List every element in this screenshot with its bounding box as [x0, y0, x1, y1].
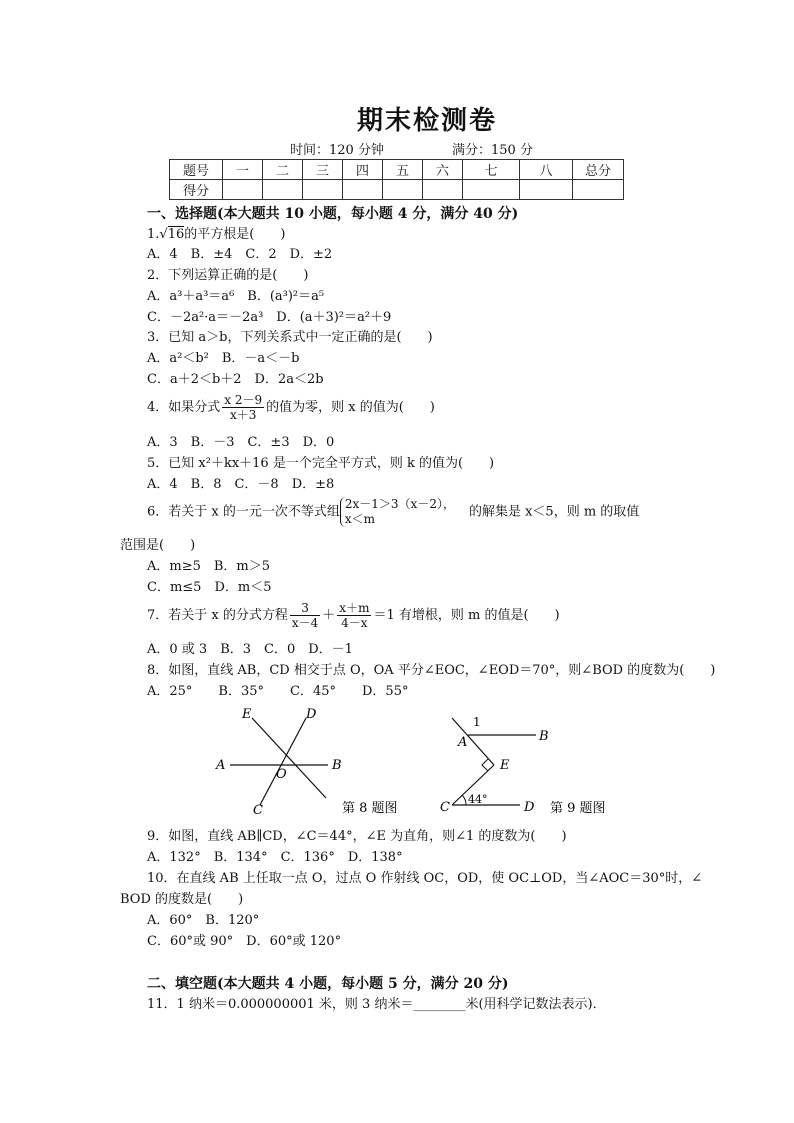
score-cell: 题号 — [170, 160, 223, 180]
figures — [200, 700, 620, 825]
right-angle-mark — [482, 759, 488, 771]
label-c: C — [253, 803, 263, 818]
score-cell: 八 — [520, 160, 573, 180]
section2-heading: 二、填空题(本大题共 4 小题，每小题 5 分，满分 20 分) — [147, 976, 509, 992]
q7-fraction-2 — [337, 601, 371, 630]
label-d-9: D — [524, 800, 535, 815]
q4-text: 4．如果分式 — [147, 400, 221, 415]
question-4 — [147, 393, 435, 422]
score-cell: 三 — [303, 160, 343, 180]
label-d: D — [306, 707, 317, 722]
q2-options-1: A．a³＋a³＝a⁶ B．(a³)²＝a⁵ — [147, 289, 325, 304]
exam-full-score: 满分：150 分 — [452, 143, 533, 158]
q6-line1: 2x－1＞3（x－2）， — [344, 497, 455, 511]
q7-text: 7．若关于 x 的分式方程 — [147, 608, 288, 623]
q2-stem: 2．下列运算正确的是( ) — [147, 268, 309, 283]
line-eo — [252, 718, 326, 798]
q4-numerator: x 2－9 — [224, 393, 263, 407]
q7-text-2: ＝1 有增根，则 m 的值是( ) — [373, 608, 560, 623]
question-1 — [147, 226, 285, 244]
q8-stem: 8．如图，直线 AB，CD 相交于点 O，OA 平分∠EOC，∠EOD＝70°，则∠BOD 的度数为( ) — [147, 663, 716, 678]
q9-stem: 9．如图，直线 AB∥CD，∠C＝44°，∠E 为直角，则∠1 的度数为( ) — [147, 829, 567, 844]
score-blank[interactable] — [423, 180, 463, 200]
label-b: B — [332, 758, 342, 773]
figure-9-caption: 第 9 题图 — [550, 801, 606, 816]
score-cell: 总分 — [573, 160, 624, 180]
q7-f1-numerator: 3 — [290, 601, 320, 616]
label-e: E — [242, 707, 252, 722]
q10-options-1: A．60° B．120° — [147, 913, 260, 928]
score-table-header-row — [170, 160, 624, 180]
figure-8 — [215, 707, 398, 818]
q1-radicand: 16 — [167, 227, 185, 242]
angle-arc — [462, 795, 466, 805]
q7-f2-numerator: x＋m — [339, 601, 370, 615]
q4-fraction — [222, 393, 264, 422]
score-cell: 四 — [343, 160, 383, 180]
q9-options: A．132° B．134° C．136° D．138° — [147, 850, 403, 865]
label-e-9: E — [500, 758, 510, 773]
label-c-9: C — [440, 800, 450, 815]
figure-8-caption: 第 8 题图 — [342, 801, 398, 816]
q1-text: 的平方根是( ) — [184, 227, 286, 242]
score-blank[interactable] — [263, 180, 303, 200]
label-a: A — [216, 758, 226, 773]
exam-title: 期末检测卷 — [356, 106, 497, 136]
score-cell: 一 — [223, 160, 263, 180]
label-1: 1 — [473, 715, 481, 729]
q11-stem: 11．1 纳米＝0.000000001 米，则 3 纳米＝________米(用科学记数法表示)． — [147, 997, 606, 1012]
line-cd — [260, 718, 306, 805]
q8-options: A．25° B．35° C．45° D．55° — [147, 684, 409, 699]
score-cell: 二 — [263, 160, 303, 180]
label-a-9: A — [458, 735, 468, 750]
label-o: O — [276, 767, 287, 782]
score-label: 得分 — [170, 180, 223, 200]
q7-plus: ＋ — [322, 608, 336, 623]
q7-fraction-1 — [290, 601, 320, 630]
score-cell: 七 — [463, 160, 520, 180]
q7-options: A．0 或 3 B．3 C．0 D．－1 — [147, 642, 353, 657]
exam-time: 时间：120 分钟 — [290, 143, 384, 158]
q10-stem-1: 10．在直线 AB 上任取一点 O，过点 O 作射线 OC，OD，使 OC⊥OD，当∠AOC＝30°时，∠ — [147, 871, 703, 886]
q7-f2-denominator: 4－x — [341, 616, 368, 630]
q6-inequality-system — [340, 497, 455, 527]
q6-options-2: C．m≤5 D．m＜5 — [147, 580, 272, 595]
score-blank[interactable] — [463, 180, 520, 200]
score-blank[interactable] — [573, 180, 624, 200]
q6-text: 6．若关于 x 的一元一次不等式组 — [147, 504, 340, 520]
question-7 — [147, 601, 560, 630]
score-cell: 五 — [383, 160, 423, 180]
score-table-score-row — [170, 180, 624, 200]
q3-stem: 3．已知 a＞b，下列关系式中一定正确的是( ) — [147, 330, 433, 345]
score-blank[interactable] — [303, 180, 343, 200]
score-blank[interactable] — [343, 180, 383, 200]
q2-options-2: C．－2a²·a＝－2a³ D．(a＋3)²＝a²＋9 — [147, 310, 392, 325]
q1-number: 1. — [147, 227, 160, 242]
q5-options: A．4 B．8 C．－8 D．±8 — [147, 477, 335, 492]
q6-options-1: A．m≥5 B．m＞5 — [147, 559, 271, 574]
q10-stem-2: BOD 的度数是( ) — [120, 892, 244, 907]
figure-9 — [440, 715, 606, 816]
q4-options: A．3 B．－3 C．±3 D．0 — [147, 435, 335, 450]
sqrt-sign: √ — [159, 227, 168, 242]
q6-continuation: 范围是( ) — [120, 538, 196, 553]
score-table — [169, 159, 624, 200]
q5-stem: 5．已知 x²＋kx＋16 是一个完全平方式，则 k 的值为( ) — [147, 456, 495, 471]
q3-options-2: C．a＋2＜b＋2 D．2a＜2b — [147, 372, 324, 387]
q4-text-2: 的值为零，则 x 的值为( ) — [266, 400, 435, 415]
label-b-9: B — [539, 729, 549, 744]
score-blank[interactable] — [520, 180, 573, 200]
q6-text-2: 的解集是 x＜5，则 m 的取值 — [468, 504, 640, 520]
score-blank[interactable] — [383, 180, 423, 200]
question-6 — [147, 497, 639, 527]
q1-options: A．4 B．±4 C．2 D．±2 — [147, 247, 333, 262]
q10-options-2: C．60°或 90° D．60°或 120° — [147, 934, 342, 949]
score-cell: 六 — [423, 160, 463, 180]
q3-options-1: A．a²＜b² B．－a＜－b — [147, 351, 300, 366]
score-blank[interactable] — [223, 180, 263, 200]
q6-line2: x＜m — [344, 512, 376, 526]
label-44: 44° — [468, 793, 488, 806]
q7-f1-denominator: x－4 — [291, 616, 319, 630]
section1-heading: 一、选择题(本大题共 10 小题，每小题 4 分，满分 40 分) — [147, 206, 519, 222]
q4-denominator: x＋3 — [230, 408, 257, 422]
